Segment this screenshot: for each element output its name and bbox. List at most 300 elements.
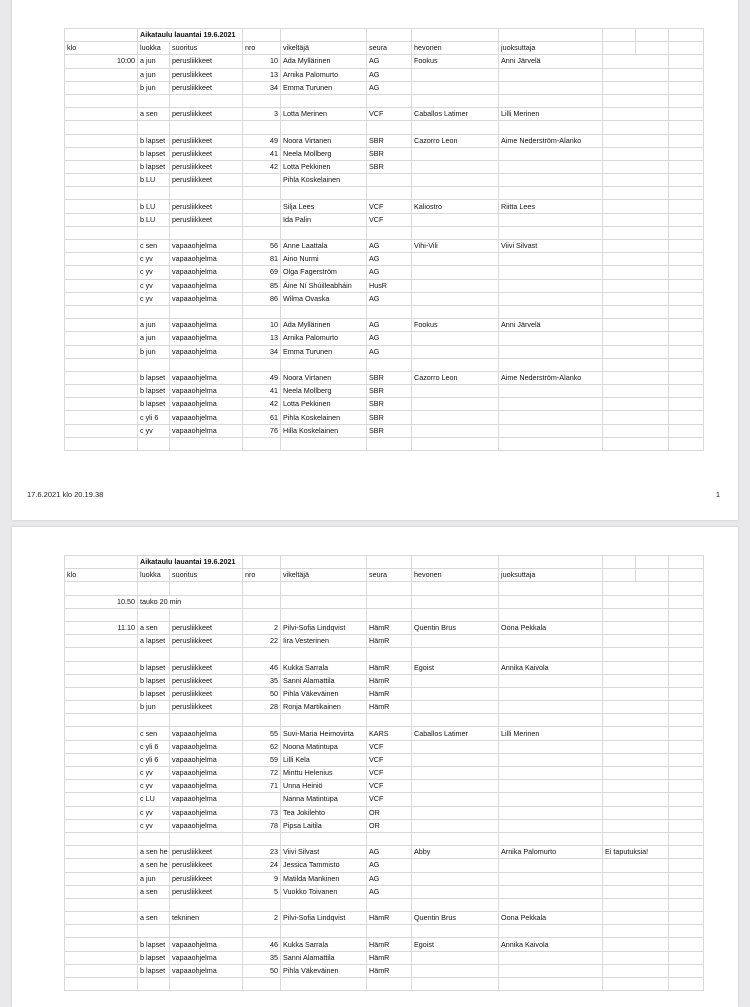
- table-row: [65, 319, 704, 332]
- vaulter-cell: Wilma Ovaska: [281, 292, 367, 305]
- club-cell: [367, 94, 412, 107]
- horse-cell: Fookus: [412, 55, 499, 68]
- cell: [669, 174, 704, 187]
- horse-cell: [412, 806, 499, 819]
- horse-cell: [412, 951, 499, 964]
- horse-cell: [412, 411, 499, 424]
- cell: [669, 556, 704, 569]
- lunger-cell: [499, 292, 603, 305]
- column-header: [669, 42, 704, 55]
- club-cell: [367, 121, 412, 134]
- horse-cell: [412, 213, 499, 226]
- table-row: [65, 740, 704, 753]
- number-cell: 10: [243, 55, 281, 68]
- cell: [669, 582, 704, 595]
- column-header: [636, 569, 669, 582]
- cell: [669, 806, 704, 819]
- note-cell: [603, 174, 669, 187]
- time-cell: [65, 319, 138, 332]
- class-cell: a jun: [138, 332, 170, 345]
- cell: [669, 674, 704, 687]
- time-cell: [65, 174, 138, 187]
- cell: [669, 29, 704, 42]
- cell: [499, 29, 603, 42]
- lunger-cell: Viivi Silvast: [499, 240, 603, 253]
- club-cell: AG: [367, 319, 412, 332]
- lunger-cell: Oona Pekkala: [499, 912, 603, 925]
- cell: [669, 859, 704, 872]
- table-row: [65, 424, 704, 437]
- time-cell: [65, 424, 138, 437]
- vaulter-cell: Jessica Tammisto: [281, 859, 367, 872]
- vaulter-cell: Iira Vesterinen: [281, 635, 367, 648]
- number-cell: 42: [243, 160, 281, 173]
- cell: [636, 29, 669, 42]
- horse-cell: [412, 885, 499, 898]
- number-cell: 10: [243, 319, 281, 332]
- club-cell: AG: [367, 859, 412, 872]
- time-cell: [65, 687, 138, 700]
- horse-cell: [412, 279, 499, 292]
- time-cell: [65, 582, 138, 595]
- time-cell: [65, 147, 138, 160]
- number-cell: [243, 595, 281, 608]
- club-cell: [367, 925, 412, 938]
- note-cell: [603, 305, 669, 318]
- lunger-cell: [499, 253, 603, 266]
- club-cell: VCF: [367, 767, 412, 780]
- note-cell: [603, 898, 669, 911]
- note-cell: [603, 859, 669, 872]
- note-cell: [603, 648, 669, 661]
- cell: [669, 305, 704, 318]
- class-cell: a sen he: [138, 859, 170, 872]
- vaulter-cell: Aino Nurmi: [281, 253, 367, 266]
- number-cell: [243, 898, 281, 911]
- table-row: [65, 608, 704, 621]
- sheet-title: Aikataulu lauantai 19.6.2021: [138, 29, 243, 42]
- club-cell: HämR: [367, 661, 412, 674]
- column-header: juoksuttaja: [499, 42, 603, 55]
- number-cell: [243, 832, 281, 845]
- number-cell: [243, 174, 281, 187]
- number-cell: [243, 925, 281, 938]
- number-cell: 50: [243, 964, 281, 977]
- column-header: [603, 569, 636, 582]
- class-cell: tauko 20 min: [138, 595, 243, 608]
- class-cell: a sen: [138, 621, 170, 634]
- cell: [669, 94, 704, 107]
- horse-cell: Vihi-Vili: [412, 240, 499, 253]
- class-cell: b jun: [138, 81, 170, 94]
- club-cell: SBR: [367, 424, 412, 437]
- club-cell: [367, 978, 412, 991]
- time-cell: [65, 978, 138, 991]
- table-row: [65, 964, 704, 977]
- event-cell: vapaaohjelma: [170, 240, 243, 253]
- horse-cell: [412, 964, 499, 977]
- number-cell: [243, 648, 281, 661]
- time-cell: [65, 701, 138, 714]
- vaulter-cell: Pipsa Laitila: [281, 819, 367, 832]
- horse-cell: [412, 648, 499, 661]
- lunger-cell: [499, 398, 603, 411]
- class-cell: [138, 925, 170, 938]
- note-cell: [603, 753, 669, 766]
- horse-cell: [412, 424, 499, 437]
- table-row: [65, 94, 704, 107]
- note-cell: [603, 674, 669, 687]
- vaulter-cell: Sanni Alamattila: [281, 674, 367, 687]
- note-cell: [603, 938, 669, 951]
- table-row: [65, 134, 704, 147]
- number-cell: 41: [243, 385, 281, 398]
- table-row: [65, 648, 704, 661]
- number-cell: 13: [243, 68, 281, 81]
- number-cell: 5: [243, 885, 281, 898]
- time-cell: [65, 94, 138, 107]
- class-cell: a sen: [138, 885, 170, 898]
- horse-cell: Egoist: [412, 661, 499, 674]
- club-cell: AG: [367, 292, 412, 305]
- number-cell: 59: [243, 753, 281, 766]
- number-cell: 61: [243, 411, 281, 424]
- class-cell: [138, 94, 170, 107]
- class-cell: a jun: [138, 319, 170, 332]
- event-cell: vapaaohjelma: [170, 819, 243, 832]
- horse-cell: Quentin Brus: [412, 912, 499, 925]
- vaulter-cell: Ada Myllärinen: [281, 319, 367, 332]
- column-header: suoritus: [170, 569, 243, 582]
- cell: [669, 648, 704, 661]
- vaulter-cell: Noona Matintupa: [281, 740, 367, 753]
- club-cell: [367, 714, 412, 727]
- number-cell: 35: [243, 674, 281, 687]
- note-cell: [603, 595, 669, 608]
- event-cell: perusliikkeet: [170, 213, 243, 226]
- time-cell: [65, 661, 138, 674]
- class-cell: b lapset: [138, 674, 170, 687]
- class-cell: [138, 648, 170, 661]
- vaulter-cell: [281, 121, 367, 134]
- cell: [669, 964, 704, 977]
- event-cell: vapaaohjelma: [170, 767, 243, 780]
- column-header: hevonen: [412, 569, 499, 582]
- time-cell: 11.10: [65, 621, 138, 634]
- number-cell: 86: [243, 292, 281, 305]
- club-cell: [367, 174, 412, 187]
- lunger-cell: [499, 780, 603, 793]
- cell: [669, 595, 704, 608]
- table-row: [65, 213, 704, 226]
- class-cell: b lapset: [138, 160, 170, 173]
- lunger-cell: [499, 608, 603, 621]
- lunger-cell: [499, 595, 603, 608]
- note-cell: [603, 780, 669, 793]
- cell: [669, 767, 704, 780]
- header-row: [65, 42, 704, 55]
- time-cell: [65, 780, 138, 793]
- number-cell: 46: [243, 938, 281, 951]
- horse-cell: Caballos Latimer: [412, 727, 499, 740]
- horse-cell: [412, 978, 499, 991]
- event-cell: perusliikkeet: [170, 661, 243, 674]
- column-header: [603, 42, 636, 55]
- club-cell: SBR: [367, 371, 412, 384]
- club-cell: AG: [367, 872, 412, 885]
- cell: [669, 358, 704, 371]
- note-cell: [603, 951, 669, 964]
- table-row: [65, 55, 704, 68]
- number-cell: 73: [243, 806, 281, 819]
- note-cell: [603, 727, 669, 740]
- vaulter-cell: Emma Turunen: [281, 81, 367, 94]
- time-cell: [65, 727, 138, 740]
- vaulter-cell: [281, 714, 367, 727]
- horse-cell: Caballos Latimer: [412, 108, 499, 121]
- note-cell: [603, 81, 669, 94]
- lunger-cell: [499, 964, 603, 977]
- time-cell: [65, 266, 138, 279]
- number-cell: 3: [243, 108, 281, 121]
- time-cell: [65, 832, 138, 845]
- class-cell: a jun: [138, 872, 170, 885]
- table-row: [65, 68, 704, 81]
- time-cell: [65, 358, 138, 371]
- event-cell: perusliikkeet: [170, 674, 243, 687]
- table-row: [65, 411, 704, 424]
- number-cell: 23: [243, 846, 281, 859]
- cell: [243, 29, 281, 42]
- club-cell: SBR: [367, 134, 412, 147]
- cell: [669, 345, 704, 358]
- club-cell: HämR: [367, 912, 412, 925]
- class-cell: [138, 582, 170, 595]
- event-cell: perusliikkeet: [170, 160, 243, 173]
- club-cell: VCF: [367, 108, 412, 121]
- note-cell: [603, 345, 669, 358]
- club-cell: AG: [367, 68, 412, 81]
- column-header: vikeltäjä: [281, 569, 367, 582]
- event-cell: vapaaohjelma: [170, 345, 243, 358]
- time-cell: [65, 912, 138, 925]
- table-row: [65, 780, 704, 793]
- cell: [669, 608, 704, 621]
- note-cell: [603, 925, 669, 938]
- class-cell: c yv: [138, 253, 170, 266]
- class-cell: a jun: [138, 68, 170, 81]
- vaulter-cell: Neela Mollberg: [281, 385, 367, 398]
- number-cell: 76: [243, 424, 281, 437]
- table-row: [65, 437, 704, 450]
- horse-cell: [412, 753, 499, 766]
- number-cell: [243, 437, 281, 450]
- table-row: [65, 674, 704, 687]
- time-cell: [65, 872, 138, 885]
- number-cell: 9: [243, 872, 281, 885]
- table-row: [65, 938, 704, 951]
- class-cell: c yv: [138, 806, 170, 819]
- vaulter-cell: Ada Myllärinen: [281, 55, 367, 68]
- lunger-cell: [499, 635, 603, 648]
- event-cell: perusliikkeet: [170, 885, 243, 898]
- cell: [669, 240, 704, 253]
- column-header: seura: [367, 42, 412, 55]
- table-row: [65, 978, 704, 991]
- sheet-page-2: [12, 527, 738, 1007]
- lunger-cell: Lilli Merinen: [499, 108, 603, 121]
- note-cell: [603, 819, 669, 832]
- club-cell: VCF: [367, 780, 412, 793]
- number-cell: [243, 305, 281, 318]
- cell: [669, 832, 704, 845]
- time-cell: [65, 240, 138, 253]
- note-cell: [603, 437, 669, 450]
- cell: [499, 556, 603, 569]
- number-cell: 50: [243, 687, 281, 700]
- table-row: [65, 345, 704, 358]
- vaulter-cell: Lilli Kela: [281, 753, 367, 766]
- class-cell: b jun: [138, 345, 170, 358]
- note-cell: [603, 94, 669, 107]
- lunger-cell: [499, 898, 603, 911]
- column-header: klo: [65, 42, 138, 55]
- lunger-cell: [499, 68, 603, 81]
- class-cell: b LU: [138, 213, 170, 226]
- club-cell: HämR: [367, 674, 412, 687]
- time-cell: [65, 674, 138, 687]
- schedule-table: [64, 555, 704, 991]
- class-cell: c yli 6: [138, 753, 170, 766]
- vaulter-cell: Pihla Väkeväinen: [281, 964, 367, 977]
- lunger-cell: [499, 187, 603, 200]
- table-row: [65, 582, 704, 595]
- class-cell: [138, 358, 170, 371]
- vaulter-cell: Noora Virtanen: [281, 371, 367, 384]
- cell: [669, 846, 704, 859]
- event-cell: [170, 121, 243, 134]
- note-cell: [603, 371, 669, 384]
- vaulter-cell: Matilda Mankinen: [281, 872, 367, 885]
- table-row: [65, 81, 704, 94]
- class-cell: c yli 6: [138, 740, 170, 753]
- horse-cell: [412, 925, 499, 938]
- event-cell: perusliikkeet: [170, 687, 243, 700]
- vaulter-cell: Neela Mollberg: [281, 147, 367, 160]
- lunger-cell: [499, 872, 603, 885]
- event-cell: vapaaohjelma: [170, 332, 243, 345]
- class-cell: b lapset: [138, 371, 170, 384]
- event-cell: [170, 437, 243, 450]
- cell: [281, 29, 367, 42]
- table-row: [65, 595, 704, 608]
- vaulter-cell: [281, 437, 367, 450]
- time-cell: [65, 714, 138, 727]
- vaulter-cell: Unna Heiniö: [281, 780, 367, 793]
- horse-cell: [412, 714, 499, 727]
- class-cell: b lapset: [138, 661, 170, 674]
- horse-cell: [412, 266, 499, 279]
- lunger-cell: [499, 674, 603, 687]
- time-cell: [65, 964, 138, 977]
- lunger-cell: [499, 94, 603, 107]
- note-cell: [603, 621, 669, 634]
- table-row: [65, 925, 704, 938]
- note-cell: [603, 134, 669, 147]
- horse-cell: [412, 437, 499, 450]
- horse-cell: [412, 687, 499, 700]
- cell: [65, 556, 138, 569]
- vaulter-cell: Kukka Sarrala: [281, 661, 367, 674]
- note-cell: [603, 885, 669, 898]
- class-cell: c yv: [138, 767, 170, 780]
- number-cell: 2: [243, 621, 281, 634]
- club-cell: HämR: [367, 687, 412, 700]
- lunger-cell: [499, 358, 603, 371]
- class-cell: [138, 978, 170, 991]
- class-cell: b lapset: [138, 938, 170, 951]
- time-cell: [65, 81, 138, 94]
- event-cell: [170, 305, 243, 318]
- column-header: hevonen: [412, 42, 499, 55]
- cell: [669, 147, 704, 160]
- note-cell: [603, 187, 669, 200]
- lunger-cell: [499, 687, 603, 700]
- event-cell: vapaaohjelma: [170, 964, 243, 977]
- cell: [669, 200, 704, 213]
- cell: [669, 701, 704, 714]
- club-cell: [367, 187, 412, 200]
- table-row: [65, 727, 704, 740]
- lunger-cell: [499, 147, 603, 160]
- event-cell: vapaaohjelma: [170, 371, 243, 384]
- cell: [669, 226, 704, 239]
- time-cell: [65, 938, 138, 951]
- time-cell: [65, 753, 138, 766]
- vaulter-cell: [281, 832, 367, 845]
- column-header: luokka: [138, 569, 170, 582]
- club-cell: [367, 305, 412, 318]
- lunger-cell: Oona Pekkala: [499, 621, 603, 634]
- club-cell: AG: [367, 332, 412, 345]
- class-cell: [138, 187, 170, 200]
- number-cell: [243, 978, 281, 991]
- event-cell: vapaaohjelma: [170, 398, 243, 411]
- table-row: [65, 687, 704, 700]
- table-row: [65, 266, 704, 279]
- vaulter-cell: Lotta Pekkinen: [281, 398, 367, 411]
- class-cell: a lapset: [138, 635, 170, 648]
- class-cell: [138, 898, 170, 911]
- horse-cell: [412, 398, 499, 411]
- table-row: [65, 753, 704, 766]
- class-cell: a jun: [138, 55, 170, 68]
- horse-cell: [412, 859, 499, 872]
- note-cell: [603, 108, 669, 121]
- column-header: klo: [65, 569, 138, 582]
- title-row: [65, 556, 704, 569]
- event-cell: vapaaohjelma: [170, 292, 243, 305]
- lunger-cell: [499, 740, 603, 753]
- horse-cell: [412, 701, 499, 714]
- table-row: [65, 832, 704, 845]
- club-cell: VCF: [367, 793, 412, 806]
- horse-cell: [412, 635, 499, 648]
- club-cell: SBR: [367, 398, 412, 411]
- column-header: juoksuttaja: [499, 569, 603, 582]
- column-header: suoritus: [170, 42, 243, 55]
- table-row: [65, 714, 704, 727]
